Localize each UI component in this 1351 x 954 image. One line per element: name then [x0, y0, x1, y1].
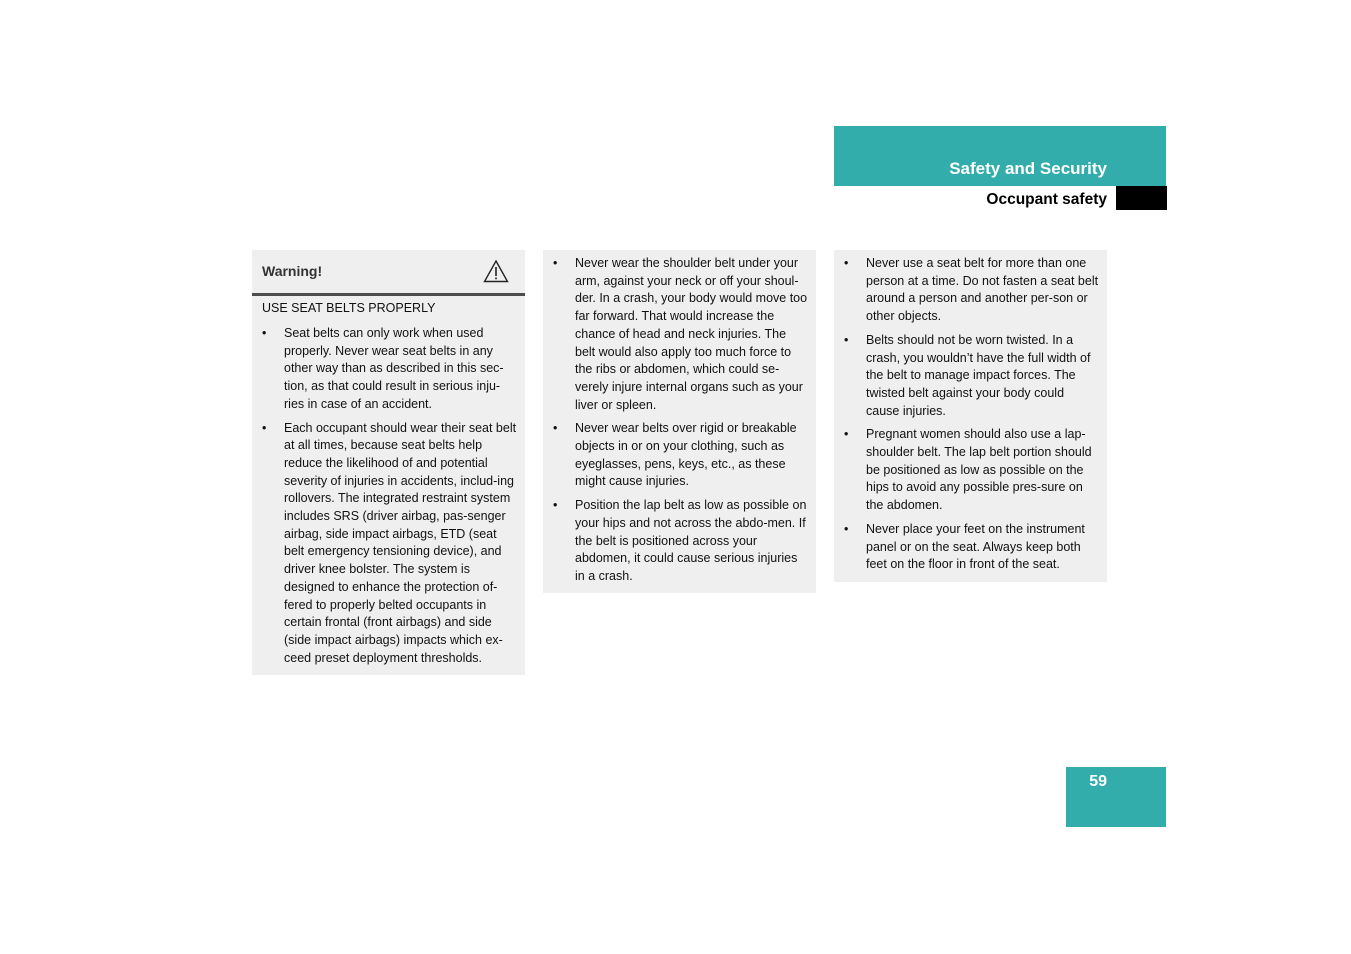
page-number: 59: [1089, 773, 1107, 790]
list-item: [543, 420, 816, 491]
list-item: [834, 521, 1107, 574]
list-item-text: Never use a seat belt for more than one person at a time. Do not fasten a seat belt around a person and another per-son or other objects.: [866, 256, 1099, 324]
warning-header: [252, 250, 525, 296]
list-item: [543, 255, 816, 414]
list-item-text: Seat belts can only work when used properly. Never wear seat belts in any other way than as described in this sec-tion, as that could result in serious inju-ries in case of an accident.: [284, 326, 504, 411]
warning-continuation-column-3: [834, 250, 1107, 582]
warning-label: Warning!: [262, 263, 323, 279]
bullet-icon: •: [844, 332, 849, 347]
bullet-icon: •: [262, 326, 267, 340]
bullet-icon: •: [553, 498, 558, 513]
section-title: Safety and Security: [949, 159, 1107, 178]
bullet-icon: •: [844, 427, 849, 442]
warning-box: [252, 250, 525, 675]
bullet-icon: •: [262, 420, 267, 435]
bullet-icon: •: [553, 421, 558, 436]
list-item-text: Each occupant should wear their seat belt at all times, because seat belts help reduce the likelihood of and potential severity of injuries in accidents, includ-ing rollovers. The integrated restraint system includes SRS (driver airbag, pas-senger airbag, side impact airbags, ETD (seat belt emergency tensioning device), and driver knee bolster. The system is designed to enhance the protection of-fered to properly belted occupants in certain frontal (front airbags) and side (side impact airbags) impacts which ex-ceed preset deployment thresholds.: [284, 420, 517, 665]
list-item: [543, 497, 816, 586]
list-item-text: Never wear the shoulder belt under your arm, against your neck or off your shoul-der. In a crash, your body would move too far forward. That would increase the chance of head and neck injuries. The belt would also apply too much force to the ribs or abdomen, which could se-verely injure internal organs such as your liver or spleen.: [575, 256, 808, 412]
column-3-list: [834, 255, 1107, 580]
warning-continuation-column-2: [543, 250, 816, 593]
warning-triangle-icon: [483, 259, 509, 283]
list-item: [252, 420, 525, 668]
section-marker-tab: [1116, 186, 1167, 210]
column-2-list: [543, 255, 816, 592]
list-item-text: Position the lap belt as low as possible on your hips and not across the abdo-men. If the belt is positioned across your abdomen, it could cause serious injuries in a crash.: [575, 498, 807, 583]
list-item-text: Never wear belts over rigid or breakable objects in or on your clothing, such as eyeglasses, pens, keys, etc., as these might cause injuries.: [575, 421, 797, 489]
list-item-text: Pregnant women should also use a lap-shoulder belt. The lap belt portion should be positioned as low as possible on the hips to avoid any possible pres-sure on the abdomen.: [866, 427, 1092, 513]
list-item-text: Belts should not be worn twisted. In a crash, you wouldn’t have the full width of the belt to manage impact forces. The twisted belt against your body could cause injuries.: [866, 332, 1091, 418]
list-item: [252, 325, 525, 414]
subsection-title: Occupant safety: [986, 191, 1107, 208]
bullet-icon: •: [844, 256, 849, 270]
bullet-icon: •: [553, 256, 558, 270]
warning-list: [252, 325, 525, 673]
page-number-box: [1066, 767, 1166, 827]
list-item: [834, 332, 1107, 421]
list-item: [834, 426, 1107, 515]
list-item-text: Never place your feet on the instrument panel or on the seat. Always keep both feet on the floor in front of the seat.: [866, 521, 1085, 572]
list-item: [834, 255, 1107, 326]
warning-heading: USE SEAT BELTS PROPERLY: [262, 301, 436, 315]
bullet-icon: •: [844, 521, 849, 536]
